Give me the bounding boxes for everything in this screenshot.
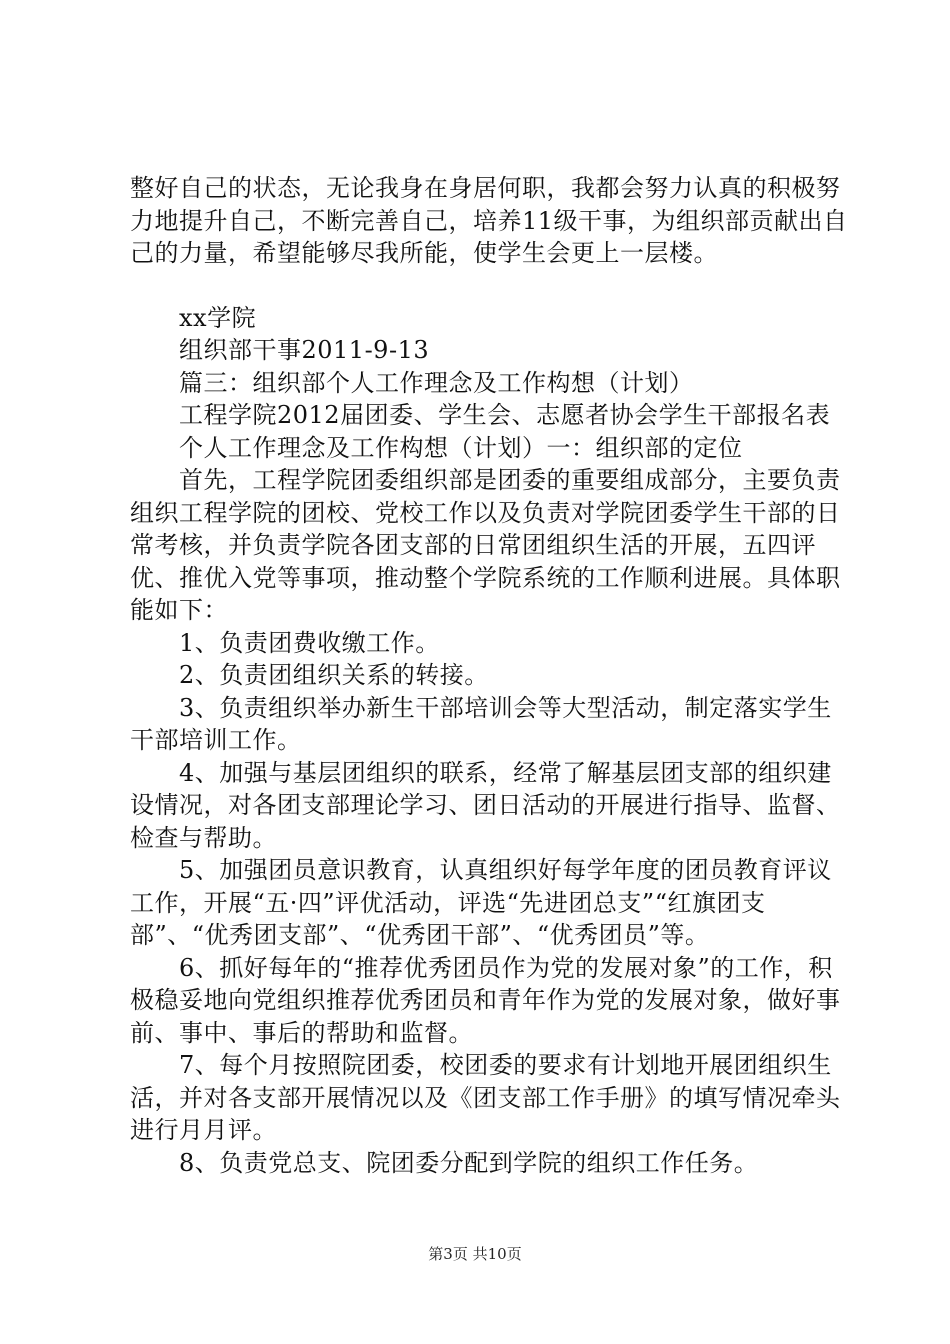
subheading-positioning: 个人工作理念及工作构想（计划）一：组织部的定位	[179, 433, 743, 462]
section-heading: 篇三：组织部个人工作理念及工作构想（计划）	[179, 368, 694, 397]
list-item: 8、负责党总支、院团委分配到学院的组织工作任务。	[179, 1148, 759, 1177]
paragraph-intro: 首先，工程学院团委组织部是团委的重要组成部分，主要负责组织工程学院的团校、党校工作以及负责对学院团委学生干部的日常考核，并负责学院各团支部的日常团组织生活的开展，五四评优、推优入党等事项，推动整个学院系统的工作顺利进展。具体职能如下：	[130, 466, 841, 624]
list-item: 3、负责组织举办新生干部培训会等大型活动，制定落实学生干部培训工作。	[130, 693, 832, 754]
list-item: 1、负责团费收缴工作。	[179, 628, 440, 657]
list-item: 5、加强团员意识教育，认真组织好每学年度的团员教育评议工作，开展“五·四”评优活动，评选“先进团总支”“红旗团支部”、“优秀团支部”、“优秀团干部”、“优秀团员”等。	[130, 856, 832, 949]
list-item: 7、每个月按照院团委，校团委的要求有计划地开展团组织生活，并对各支部开展情况以及《团支部工作手册》的填写情况牵头进行月月评。	[130, 1051, 841, 1144]
page-number: 第3页 共10页	[428, 1245, 522, 1263]
paragraph-continuation: 整好自己的状态，无论我身在身居何职，我都会努力认真的积极努力地提升自己，不断完善自己，培养11级干事，为组织部贡献出自己的力量，希望能够尽我所能，使学生会更上一层楼。	[130, 174, 848, 267]
list-item: 2、负责团组织关系的转接。	[179, 661, 489, 689]
page-footer	[0, 1243, 950, 1264]
form-title: 工程学院2012届团委、学生会、志愿者协会学生干部报名表	[179, 401, 831, 429]
signature-name-date: 组织部干事2011-9-13	[179, 336, 430, 364]
list-item: 4、加强与基层团组织的联系，经常了解基层团支部的组织建设情况，对各团支部理论学习、团日活动的开展进行指导、监督、检查与帮助。	[130, 758, 841, 852]
document-body	[130, 172, 850, 1179]
signature-college: xx学院	[179, 303, 257, 332]
list-item: 6、抓好每年的“推荐优秀团员作为党的发展对象”的工作，积极稳妥地向党组织推荐优秀团员和青年作为党的发展对象，做好事前、事中、事后的帮助和监督。	[130, 953, 841, 1047]
